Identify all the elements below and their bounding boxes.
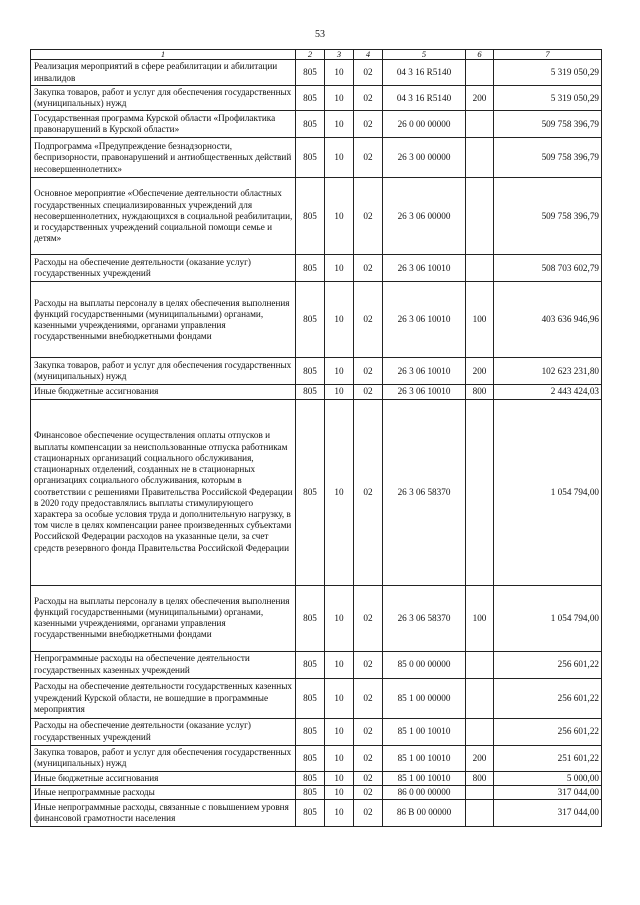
- target-article-code: 26 3 06 10010: [383, 282, 466, 358]
- section-code: 10: [325, 282, 354, 358]
- expense-name: Закупка товаров, работ и услуг для обеспечения государственных (муниципальных) нужд: [31, 358, 296, 385]
- target-article-code: 26 3 06 10010: [383, 385, 466, 399]
- section-code: 10: [325, 651, 354, 678]
- grbs-code: 805: [296, 138, 325, 178]
- subsection-code: 02: [354, 678, 383, 718]
- section-code: 10: [325, 678, 354, 718]
- amount: 251 601,22: [494, 745, 602, 771]
- subsection-code: 02: [354, 358, 383, 385]
- expense-name: Реализация мероприятий в сфере реабилитации и абилитации инвалидов: [31, 60, 296, 86]
- column-number: 6: [466, 50, 494, 60]
- target-article-code: 26 3 06 10010: [383, 255, 466, 282]
- target-article-code: 85 1 00 10010: [383, 745, 466, 771]
- table-row: [31, 585, 602, 651]
- grbs-code: 805: [296, 358, 325, 385]
- subsection-code: 02: [354, 86, 383, 111]
- target-article-code: 26 0 00 00000: [383, 111, 466, 138]
- expense-type-code: [466, 178, 494, 255]
- section-code: 10: [325, 399, 354, 585]
- expense-type-code: 200: [466, 86, 494, 111]
- section-code: 10: [325, 60, 354, 86]
- expense-type-code: 100: [466, 282, 494, 358]
- grbs-code: 805: [296, 399, 325, 585]
- amount: 1 054 794,00: [494, 399, 602, 585]
- section-code: 10: [325, 745, 354, 771]
- grbs-code: 805: [296, 385, 325, 399]
- expense-type-code: [466, 60, 494, 86]
- expense-name: Иные бюджетные ассигнования: [31, 771, 296, 785]
- subsection-code: 02: [354, 255, 383, 282]
- table-row: [31, 745, 602, 771]
- table-row: [31, 358, 602, 385]
- amount: 102 623 231,80: [494, 358, 602, 385]
- subsection-code: 02: [354, 111, 383, 138]
- expense-type-code: 800: [466, 771, 494, 785]
- expense-name: Расходы на обеспечение деятельности (оказание услуг) государственных учреждений: [31, 255, 296, 282]
- grbs-code: 805: [296, 800, 325, 827]
- expense-type-code: [466, 138, 494, 178]
- section-code: 10: [325, 385, 354, 399]
- grbs-code: 805: [296, 86, 325, 111]
- section-code: 10: [325, 138, 354, 178]
- table-row: [31, 86, 602, 111]
- table-row: [31, 800, 602, 827]
- table-row: [31, 111, 602, 138]
- expense-name: Основное мероприятие «Обеспечение деятельности областных государственных специализированных учреждений для несовершеннолетних, нуждающихся в социальной реабилитации, и государственных учреждений социальной помощи семье и детям»: [31, 178, 296, 255]
- expense-name: Расходы на выплаты персоналу в целях обеспечения выполнения функций государственными (муниципальными) органами, казенными учреждениями, органами управления государственными внебюджетными фондами: [31, 282, 296, 358]
- expense-name: Подпрограмма «Предупреждение безнадзорности, беспризорности, правонарушений и антиобщественных действий несовершеннолетних»: [31, 138, 296, 178]
- expense-name: Иные непрограммные расходы: [31, 785, 296, 799]
- expense-name: Расходы на выплаты персоналу в целях обеспечения выполнения функций государственными (муниципальными) органами, казенными учреждениями, органами управления государственными внебюджетными фондами: [31, 585, 296, 651]
- expense-name: Финансовое обеспечение осуществления оплаты отпусков и выплаты компенсации за неиспользованные отпуска работникам стационарных организаций социального обслуживания, стационарных отделений, созданных не в стационарных организациях социального обслуживания, которым в соответствии с решениями Правительства Российской Федерации в 2020 году предоставлялись выплаты стимулирующего характера за особые условия труда и дополнительную нагрузку, в том числе в целях компенсации ранее произведенных субъектами Российской Федерации расходов на указанные цели, за счет средств резервного фонда Правительства Российской Федерации: [31, 399, 296, 585]
- amount: 508 703 602,79: [494, 255, 602, 282]
- table-row: [31, 178, 602, 255]
- amount: 256 601,22: [494, 718, 602, 745]
- table-row: [31, 255, 602, 282]
- table-row: [31, 138, 602, 178]
- subsection-code: 02: [354, 399, 383, 585]
- amount: 256 601,22: [494, 651, 602, 678]
- target-article-code: 26 3 06 00000: [383, 178, 466, 255]
- subsection-code: 02: [354, 771, 383, 785]
- section-code: 10: [325, 178, 354, 255]
- section-code: 10: [325, 585, 354, 651]
- table-row: [31, 651, 602, 678]
- amount: 509 758 396,79: [494, 138, 602, 178]
- column-number: 5: [383, 50, 466, 60]
- subsection-code: 02: [354, 745, 383, 771]
- section-code: 10: [325, 255, 354, 282]
- expense-name: Расходы на обеспечение деятельности государственных казенных учреждений Курской области, не вошедшие в программные мероприятия: [31, 678, 296, 718]
- column-number: 1: [31, 50, 296, 60]
- section-code: 10: [325, 785, 354, 799]
- subsection-code: 02: [354, 800, 383, 827]
- target-article-code: 26 3 06 10010: [383, 358, 466, 385]
- amount: 509 758 396,79: [494, 111, 602, 138]
- table-row: [31, 399, 602, 585]
- expense-name: Государственная программа Курской области «Профилактика правонарушений в Курской области»: [31, 111, 296, 138]
- grbs-code: 805: [296, 255, 325, 282]
- amount: 2 443 424,03: [494, 385, 602, 399]
- target-article-code: 85 1 00 10010: [383, 771, 466, 785]
- amount: 403 636 946,96: [494, 282, 602, 358]
- page-number: 53: [315, 29, 325, 40]
- amount: 1 054 794,00: [494, 585, 602, 651]
- amount: 509 758 396,79: [494, 178, 602, 255]
- table-row: [31, 385, 602, 399]
- section-code: 10: [325, 800, 354, 827]
- subsection-code: 02: [354, 651, 383, 678]
- expense-name: Расходы на обеспечение деятельности (оказание услуг) государственных учреждений: [31, 718, 296, 745]
- budget-table: [30, 49, 602, 827]
- column-number: 2: [296, 50, 325, 60]
- section-code: 10: [325, 771, 354, 785]
- expense-type-code: [466, 111, 494, 138]
- expense-type-code: [466, 785, 494, 799]
- expense-name: Закупка товаров, работ и услуг для обеспечения государственных (муниципальных) нужд: [31, 86, 296, 111]
- grbs-code: 805: [296, 651, 325, 678]
- grbs-code: 805: [296, 111, 325, 138]
- grbs-code: 805: [296, 282, 325, 358]
- amount: 256 601,22: [494, 678, 602, 718]
- table-row: [31, 718, 602, 745]
- expense-type-code: [466, 718, 494, 745]
- grbs-code: 805: [296, 60, 325, 86]
- grbs-code: 805: [296, 678, 325, 718]
- section-code: 10: [325, 111, 354, 138]
- table-row: [31, 282, 602, 358]
- grbs-code: 805: [296, 178, 325, 255]
- amount: 5 319 050,29: [494, 86, 602, 111]
- table-row: [31, 678, 602, 718]
- grbs-code: 805: [296, 718, 325, 745]
- expense-type-code: 800: [466, 385, 494, 399]
- target-article-code: 04 3 16 R5140: [383, 86, 466, 111]
- amount: 5 000,00: [494, 771, 602, 785]
- subsection-code: 02: [354, 585, 383, 651]
- target-article-code: 26 3 06 58370: [383, 585, 466, 651]
- grbs-code: 805: [296, 585, 325, 651]
- column-number-row: [31, 50, 602, 60]
- section-code: 10: [325, 718, 354, 745]
- target-article-code: 85 1 00 00000: [383, 678, 466, 718]
- subsection-code: 02: [354, 718, 383, 745]
- expense-type-code: 100: [466, 585, 494, 651]
- target-article-code: 26 3 06 58370: [383, 399, 466, 585]
- table-row: [31, 60, 602, 86]
- expense-type-code: [466, 651, 494, 678]
- expense-name: Непрограммные расходы на обеспечение деятельности государственных казенных учреждений: [31, 651, 296, 678]
- target-article-code: 85 0 00 00000: [383, 651, 466, 678]
- table-row: [31, 785, 602, 799]
- expense-name: Закупка товаров, работ и услуг для обеспечения государственных (муниципальных) нужд: [31, 745, 296, 771]
- column-number: 3: [325, 50, 354, 60]
- expense-name: Иные непрограммные расходы, связанные с повышением уровня финансовой грамотности населения: [31, 800, 296, 827]
- target-article-code: 04 3 16 R5140: [383, 60, 466, 86]
- grbs-code: 805: [296, 785, 325, 799]
- subsection-code: 02: [354, 282, 383, 358]
- section-code: 10: [325, 358, 354, 385]
- expense-type-code: 200: [466, 745, 494, 771]
- expense-type-code: [466, 678, 494, 718]
- column-number: 7: [494, 50, 602, 60]
- table-row: [31, 771, 602, 785]
- subsection-code: 02: [354, 60, 383, 86]
- target-article-code: 85 1 00 10010: [383, 718, 466, 745]
- grbs-code: 805: [296, 771, 325, 785]
- column-number: 4: [354, 50, 383, 60]
- amount: 317 044,00: [494, 785, 602, 799]
- subsection-code: 02: [354, 785, 383, 799]
- grbs-code: 805: [296, 745, 325, 771]
- amount: 317 044,00: [494, 800, 602, 827]
- subsection-code: 02: [354, 385, 383, 399]
- amount: 5 319 050,29: [494, 60, 602, 86]
- subsection-code: 02: [354, 138, 383, 178]
- target-article-code: 26 3 00 00000: [383, 138, 466, 178]
- expense-type-code: [466, 399, 494, 585]
- expense-type-code: [466, 255, 494, 282]
- expense-type-code: 200: [466, 358, 494, 385]
- expense-type-code: [466, 800, 494, 827]
- section-code: 10: [325, 86, 354, 111]
- expense-name: Иные бюджетные ассигнования: [31, 385, 296, 399]
- subsection-code: 02: [354, 178, 383, 255]
- target-article-code: 86 В 00 00000: [383, 800, 466, 827]
- target-article-code: 86 0 00 00000: [383, 785, 466, 799]
